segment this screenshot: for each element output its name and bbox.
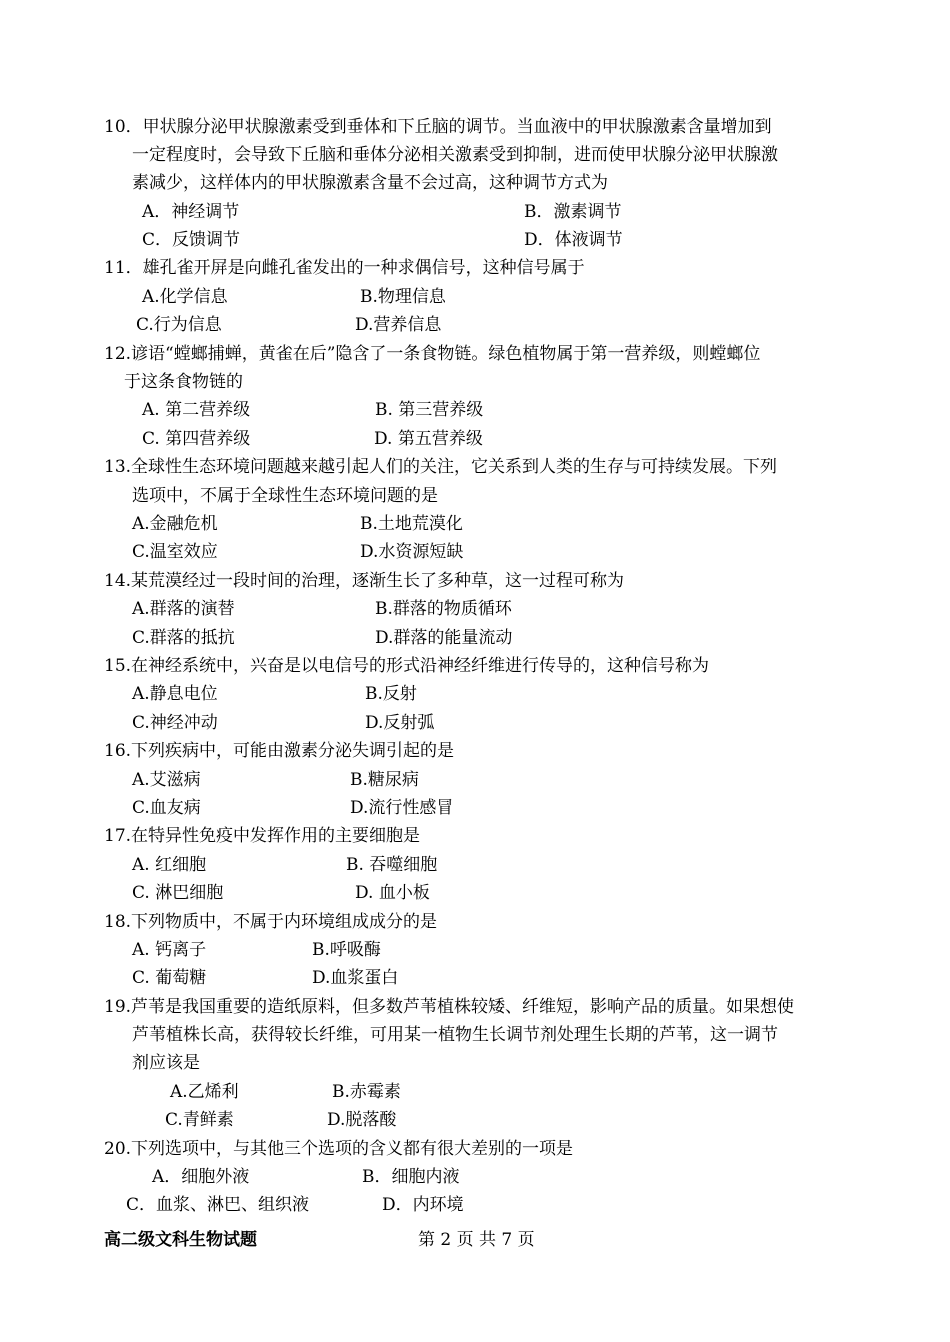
question-12-option-d: D. 第五营养级 [374, 429, 483, 449]
question-14-option-b: B.群落的物质循环 [375, 599, 512, 619]
question-16-stem-line-1: 16.下列疾病中，可能由激素分泌失调引起的是 [104, 741, 455, 761]
question-19-option-b: B.赤霉素 [332, 1082, 401, 1102]
question-14-option-d: D.群落的能量流动 [375, 628, 513, 648]
question-19-stem-line-3: 剂应该是 [132, 1053, 200, 1073]
question-10-option-a: A．神经调节 [142, 202, 240, 222]
question-10-option-d: D．体液调节 [524, 230, 623, 250]
question-13-stem-line-2: 选项中，不属于全球性生态环境问题的是 [132, 486, 438, 506]
question-20-option-c: C．血浆、淋巴、组织液 [126, 1195, 310, 1215]
question-19-option-d: D.脱落酸 [327, 1110, 397, 1130]
question-20-stem-line-1: 20.下列选项中，与其他三个选项的含义都有很大差别的一项是 [104, 1139, 574, 1159]
question-18-option-b: B.呼吸酶 [312, 940, 381, 960]
question-10-option-b: B．激素调节 [524, 202, 622, 222]
question-12-stem-line-2: 于这条食物链的 [124, 372, 243, 392]
question-12-option-a: A. 第二营养级 [142, 400, 251, 420]
question-19-stem-line-2: 芦苇植株长高，获得较长纤维，可用某一植物生长调节剂处理生长期的芦苇，这一调节 [132, 1025, 778, 1045]
question-14-option-a: A.群落的演替 [132, 599, 235, 619]
question-19-option-c: C.青鲜素 [165, 1110, 234, 1130]
question-19-stem-line-1: 19.芦苇是我国重要的造纸原料，但多数芦苇植株较矮、纤维短，影响产品的质量。如果想使 [104, 997, 795, 1017]
question-10-option-c: C．反馈调节 [142, 230, 241, 250]
question-11-option-c: C.行为信息 [136, 315, 222, 335]
question-12-option-b: B. 第三营养级 [375, 400, 484, 420]
footer-title: 高二级文科生物试题 [104, 1230, 257, 1250]
question-13-option-c: C.温室效应 [132, 542, 218, 562]
question-17-stem-line-1: 17.在特异性免疫中发挥作用的主要细胞是 [104, 826, 421, 846]
question-17-option-a: A. 红细胞 [132, 855, 207, 875]
question-10-stem-line-1: 10．甲状腺分泌甲状腺激素受到垂体和下丘脑的调节。当血液中的甲状腺激素含量增加到 [104, 117, 772, 137]
question-19-option-a: A.乙烯利 [170, 1082, 239, 1102]
question-15-stem-line-1: 15.在神经系统中，兴奋是以电信号的形式沿神经纤维进行传导的，这种信号称为 [104, 656, 710, 676]
question-13-option-d: D.水资源短缺 [360, 542, 464, 562]
question-12-stem-line-1: 12.谚语“螳螂捕蝉，黄雀在后”隐含了一条食物链。绿色植物属于第一营养级，则螳螂位 [104, 344, 761, 364]
question-20-option-d: D．内环境 [382, 1195, 464, 1215]
question-11-stem-line-1: 11．雄孔雀开屏是向雌孔雀发出的一种求偶信号，这种信号属于 [104, 258, 585, 278]
question-16-option-a: A.艾滋病 [132, 770, 201, 790]
question-20-option-a: A．细胞外液 [152, 1167, 250, 1187]
question-11-option-b: B.物理信息 [360, 287, 446, 307]
question-15-option-c: C.神经冲动 [132, 713, 218, 733]
question-18-option-d: D.血浆蛋白 [312, 968, 399, 988]
question-15-option-a: A.静息电位 [132, 684, 218, 704]
question-14-stem-line-1: 14.某荒漠经过一段时间的治理，逐渐生长了多种草，这一过程可称为 [104, 571, 625, 591]
question-16-option-d: D.流行性感冒 [350, 798, 454, 818]
question-18-option-a: A. 钙离子 [132, 940, 207, 960]
question-15-option-b: B.反射 [365, 684, 417, 704]
footer-page-number: 第 2 页 共 7 页 [418, 1230, 535, 1250]
question-17-option-d: D. 血小板 [355, 883, 430, 903]
question-16-option-b: B.糖尿病 [350, 770, 419, 790]
question-17-option-b: B. 吞噬细胞 [346, 855, 438, 875]
question-10-stem-line-2: 一定程度时，会导致下丘脑和垂体分泌相关激素受到抑制，进而使甲状腺分泌甲状腺激 [132, 145, 778, 165]
question-13-stem-line-1: 13.全球性生态环境问题越来越引起人们的关注，它关系到人类的生存与可持续发展。下列 [104, 457, 778, 477]
question-11-option-d: D.营养信息 [355, 315, 442, 335]
question-13-option-a: A.金融危机 [132, 514, 218, 534]
question-12-option-c: C. 第四营养级 [142, 429, 251, 449]
question-18-stem-line-1: 18.下列物质中，不属于内环境组成成分的是 [104, 912, 438, 932]
question-17-option-c: C. 淋巴细胞 [132, 883, 224, 903]
question-11-option-a: A.化学信息 [142, 287, 228, 307]
question-13-option-b: B.土地荒漠化 [360, 514, 463, 534]
question-10-stem-line-3: 素减少，这样体内的甲状腺激素含量不会过高，这种调节方式为 [132, 173, 608, 193]
question-20-option-b: B．细胞内液 [362, 1167, 460, 1187]
question-15-option-d: D.反射弧 [365, 713, 435, 733]
question-16-option-c: C.血友病 [132, 798, 201, 818]
question-18-option-c: C. 葡萄糖 [132, 968, 207, 988]
question-14-option-c: C.群落的抵抗 [132, 628, 235, 648]
